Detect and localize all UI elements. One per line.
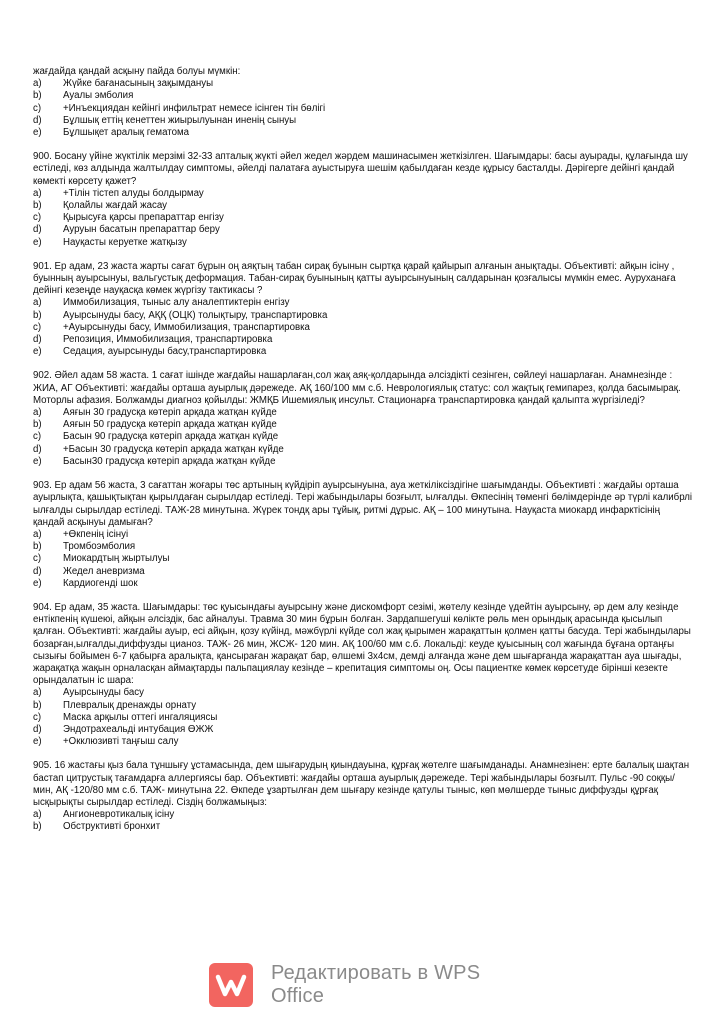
question-stem: жағдайда қандай асқыну пайда болуы мүмкін: (33, 66, 241, 77)
question-904 (33, 602, 693, 748)
question-902 (33, 370, 693, 468)
answer-option: a) Ауырсынуды басу (33, 687, 144, 699)
question-900 (33, 151, 693, 249)
answer-option: a) Ангионевротикалық ісіну (33, 809, 175, 821)
wps-logo-icon (209, 963, 253, 1007)
answer-option: b) Ауырсынуды басу, АҚҚ (ОЦК) толықтыру, транспартировка (33, 309, 328, 321)
answer-option: d) Эндотрахеальді интубация ӨЖЖ (33, 723, 214, 735)
answer-option: e) Басын30 градусқа көтеріп арқада жатқан күйде (33, 455, 276, 467)
answer-option: c) Миокардтың жыртылуы (33, 553, 170, 565)
answer-option: a) Жүйке бағанасының зақымдануы (33, 78, 214, 90)
answer-option: d) Ауруын басатын препараттар беру (33, 224, 220, 236)
answer-option: b) Тромбоэмболия (33, 541, 136, 553)
question-stem: 900. Босану үйіне жүктілік мерзімі 32-33 апталық жүкті әйел жедел жәрдем машинасымен жеткізілген. Шағымдары: басы ауырады, құлағында шу естіледі, көз алдында жалтылдау симптомы, әйелді палатаға ауыстыруға шешім қабылдаған кезде құрысу басталды. Дәрігерге дейінгі қандай көмекті көрсету қажет? (33, 151, 688, 187)
answer-option: e) Седация, ауырсынуды басу,транспартировка (33, 346, 267, 358)
answer-option: c) +Инъекциядан кейінгі инфильтрат немесе ісінген тін бөлігі (33, 102, 326, 114)
answer-option: b) Қолайлы жағдай жасау (33, 200, 167, 212)
answer-option: e) Кардиогенді шок (33, 577, 138, 589)
answer-option: e) Науқасты керуетке жатқызу (33, 236, 187, 248)
answer-option: d) +Басын 30 градусқа көтеріп арқада жатқан күйде (33, 443, 284, 455)
answer-option: c) +Ауырсынуды басу, Иммобилизация, транспартировка (33, 321, 310, 333)
question-905 (33, 760, 693, 833)
answer-option: b) Плевралық дренажды орнату (33, 699, 197, 711)
answer-option: c) Басын 90 градусқа көтеріп арқада жатқан күйде (33, 431, 279, 443)
question-901 (33, 261, 693, 359)
question-stem: 901. Ер адам, 23 жаста жарты сағат бұрын оң аяқтың табан сирақ буынын сыртқа қарай қайырып алғанын анықтады. Объективті: айқын ісіну , буынның ауырсынуы, вальгустық деформация. Табан-сирақ буынының қатты ауырсынуының салдарынан қозғалысы мүмкін емес. Ауруханаға дейінгі кезеңде науқасқа көмек жүргізу тактикасы ? (33, 260, 676, 297)
question-stem: 904. Ер адам, 35 жаста. Шағымдары: төс қуысындағы ауырсыну және дискомфорт сезімі, жөтелу кезінде үдейтін ауырсыну, әр дем алу кезінде ентікпенің күшеюі, айқын әлсіздік, бас айналуы. Травма 30 мин бұрын болған. Зардапшегуші көлікте рөль мен орындық арасында қысылып қалған. Объективті: жағдайы ауыр, есі айқын, қозу күйінд, мәжбүрлі күйде сол жақ қырымен жарақаттын қолмен қатты басуда. Тері жабындылары бозарған,ылғалды,диффузды цианоз. ТАЖ- 26 мин, ЖСЖ- 120 мин. АҚ 100/60 мм с.б. Локальді: кеуде қуысының сол жағында бұғана ортаңғы сызығы бойымен 6-7 қабырға аралықта, қансыраған жарақат бар, өлшемі 3х4см, демді алғанда және дем шығарғанда жарақаттан ауа шығады, жарақатқа жақын орналасқан аймақтарды пальпациялау кезінде – крепитация симптомы оң. Осы пациентке көмек көрсетуде бірінші кезекте орындалатын іс шара: (33, 601, 691, 687)
answer-option: a) +Тілін тістеп алуды болдырмау (33, 187, 204, 199)
question-stem: 903. Ер адам 56 жаста, 3 сағаттан жоғары төс артының күйдіріп ауырсынуына, ауа жеткіліксіздігіне шағымданды. Объективті : жағдайы орташа ауырлықта, қашықтықтан қырылдаған сырылдар естіледі. Тері жабындылары бозғылт, ылғалды. Өкпесінің төменгі бөлімдерінде әр түрлі калибрлі ылғалды сырылдар естіледі. ТАЖ-28 минутына. Жүрек тондқ ары тұйық, ритмі дұрыс. АҚ – 100 минутына. Науқаста миокард инфарктісінің қандай асқынуы дамыған? (33, 480, 693, 528)
answer-option: a) +Өкпенің ісінуі (33, 528, 129, 540)
answer-option: c) Қырысуға қарсы препараттар енгізу (33, 212, 224, 224)
question-fragment (33, 66, 693, 139)
answer-option: b) Обструктивті бронхит (33, 821, 161, 833)
answer-option: b) Ауалы эмболия (33, 90, 134, 102)
wps-edit-label[interactable]: Редактировать в WPS Office (270, 962, 481, 1007)
question-stem: 902. Әйел адам 58 жаста. 1 сағат ішінде жағдайы нашарлаған,сол жақ аяқ-қолдарында әлсіздікті сезінген, сөйлеуі нашарлаған. Анамнезінде : ЖИА, АГ Объективті: жағдайы орташа ауырлық дәрежеде. АҚ 160/100 мм с.б. Неврологиялық статус: сол жақтық гемипарез, қолда басымырақ. Моторлы афазия. Болжамды диагноз қойылды: ЖМҚБ Ишемиялық инсульт. Стационарға транспартировка қандай қалыпта жүргізіледі? (33, 370, 681, 406)
answer-option: d) Жедел аневризма (33, 565, 145, 577)
question-stem: 905. 16 жастағы қыз бала тұншығу ұстамасында, дем шығарудың қиындауына, құрғақ жөтелге шағымданады. Анамнезінен: ерте балалық шақтан бастап цитрустық тағамдарға аллергиясы бар. Объективті: жағдайы орташа ауырлық дәрежеде. Тері жабындылары бозғылт. Пульс -90 соққы/мин, АҚ -120/80 мм с.б. ТАЖ- минутына 22. Өкпеде ұзартылған дем шығару кезінде қатулы тыныс, көп мөлшерде тыныс диффузды құрғақ ысқырықты сырылдар естіледі. Сіздің болжамыңыз: (33, 760, 690, 808)
edit-in-wps-office-link[interactable] (209, 962, 539, 1008)
answer-option: e) +Окклюзивті таңғыш салу (33, 736, 179, 748)
answer-option: d) Бұлшық еттің кенеттен жиырылуынан иненің сынуы (33, 114, 297, 126)
answer-option: e) Бұлшықет аралық гематома (33, 127, 190, 139)
answer-option: b) Аяғын 50 градусқа көтеріп арқада жатқан күйде (33, 419, 277, 431)
answer-option: a) Аяғын 30 градусқа көтеріп арқада жатқан күйде (33, 407, 277, 419)
answer-option: a) Иммобилизация, тыныс алу аналептиктерін енгізу (33, 297, 290, 309)
question-903 (33, 480, 693, 590)
answer-option: d) Репозиция, Иммобилизация, транспартировка (33, 334, 273, 346)
document-page (33, 66, 693, 834)
answer-option: c) Маска арқылы оттегі ингаляциясы (33, 711, 218, 723)
